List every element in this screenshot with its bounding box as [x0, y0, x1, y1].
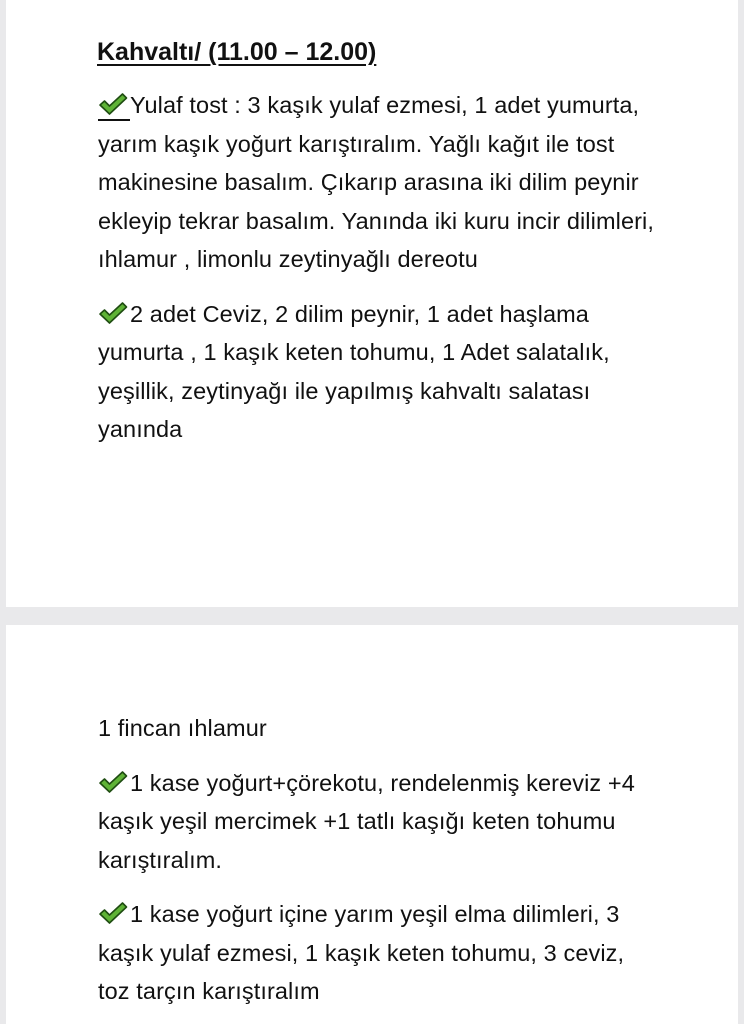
menu-item-1 [98, 86, 658, 279]
page-2 [6, 625, 738, 1024]
page-1 [6, 0, 738, 607]
check-mark-icon [98, 92, 128, 116]
intro-line: 1 fincan ıhlamur [98, 715, 267, 741]
check-mark-icon [98, 901, 128, 925]
menu-item-4 [98, 895, 658, 1011]
check-mark-icon [98, 770, 128, 794]
check-mark-icon [98, 301, 128, 325]
menu-item-2 [98, 295, 658, 449]
breakfast-heading: Kahvaltı/ (11.00 – 12.00) [97, 38, 377, 66]
menu-item-text: Yulaf tost : 3 kaşık yulaf ezmesi, 1 adet yumurta, yarım kaşık yoğurt karıştıralım. Yağlı kağıt ile tost makinesine basalım. Çıkarıp arasına iki dilim peynir ekleyip tekrar basalım. Yanında iki kuru incir dilimleri, ıhlamur , limonlu zeytinyağlı dereotu [98, 92, 654, 272]
menu-item-3 [98, 764, 658, 880]
menu-item-text: 2 adet Ceviz, 2 dilim peynir, 1 adet haşlama yumurta , 1 kaşık keten tohumu, 1 Adet salatalık, yeşillik, zeytinyağı ile yapılmış kahvaltı salatası yanında [98, 300, 610, 442]
menu-item-text: 1 kase yoğurt+çörekotu, rendelenmiş kereviz +4 kaşık yeşil mercimek +1 tatlı kaşığı keten tohumu karıştıralım. [98, 769, 635, 873]
menu-item-text: 1 kase yoğurt içine yarım yeşil elma dilimleri, 3 kaşık yulaf ezmesi, 1 kaşık keten tohumu, 3 ceviz, toz tarçın karıştıralım [98, 901, 625, 1004]
